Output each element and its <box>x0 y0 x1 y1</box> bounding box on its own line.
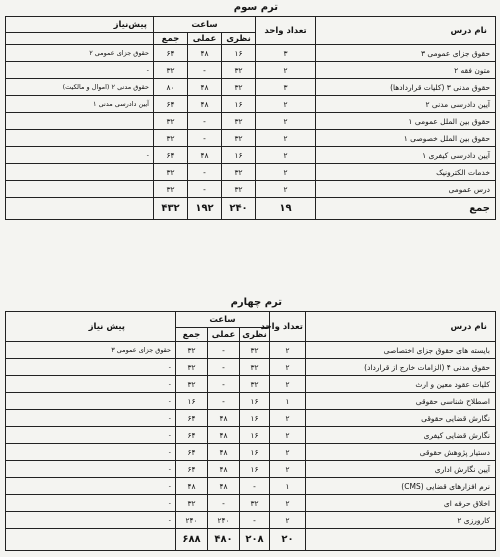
cell-units: ۲ <box>270 461 306 478</box>
cell-practical: - <box>188 62 222 79</box>
cell-name: متون فقه ۲ <box>316 62 496 79</box>
cell-prereq: حقوق مدنی ۲ (اموال و مالکیت) <box>6 79 154 96</box>
cell-theory: - <box>240 478 270 495</box>
cell-total: ۳۲ <box>154 130 188 147</box>
total-total: ۴۳۲ <box>154 198 188 220</box>
cell-units: ۲ <box>270 444 306 461</box>
cell-theory: ۳۲ <box>222 164 256 181</box>
table-row <box>6 130 496 147</box>
cell-theory: ۳۲ <box>240 342 270 359</box>
totals-row <box>6 198 496 220</box>
header-prerequisite-blank <box>6 33 154 45</box>
cell-theory: ۳۲ <box>222 62 256 79</box>
cell-practical: ۴۸ <box>188 79 222 96</box>
cell-prereq: - <box>6 359 176 376</box>
cell-total: ۸۰ <box>154 79 188 96</box>
cell-name: حقوق جزای عمومی ۳ <box>316 45 496 62</box>
cell-theory: ۱۶ <box>240 427 270 444</box>
cell-units: ۲ <box>270 410 306 427</box>
cell-practical: - <box>208 359 240 376</box>
header-course-name: نام درس <box>316 17 496 45</box>
header-course-name: نام درس <box>306 312 496 342</box>
total-name <box>306 529 496 551</box>
cell-prereq <box>6 164 154 181</box>
cell-theory: ۱۶ <box>222 96 256 113</box>
semester-3-table <box>5 16 496 220</box>
semester-4-table <box>5 311 496 551</box>
header-prerequisite: پیش نیاز <box>6 312 176 342</box>
cell-name: آیین دادرسی کیفری ۱ <box>316 147 496 164</box>
table-row <box>6 478 496 495</box>
cell-practical: ۴۸ <box>188 147 222 164</box>
table-row <box>6 342 496 359</box>
cell-theory: ۳۲ <box>240 376 270 393</box>
cell-total: ۶۴ <box>154 96 188 113</box>
cell-practical: ۴۸ <box>208 478 240 495</box>
cell-total: ۳۲ <box>176 342 208 359</box>
table-row <box>6 410 496 427</box>
table-row <box>6 427 496 444</box>
cell-theory: ۳۲ <box>240 359 270 376</box>
cell-total: ۲۴۰ <box>176 512 208 529</box>
header-prerequisite: پیش‌نیاز <box>6 17 154 33</box>
total-theory: ۲۴۰ <box>222 198 256 220</box>
cell-theory: ۱۶ <box>240 444 270 461</box>
cell-name: کلیات عقود معین و ارث <box>306 376 496 393</box>
cell-name: آیین نگارش اداری <box>306 461 496 478</box>
cell-total: ۶۴ <box>154 147 188 164</box>
cell-units: ۱ <box>270 478 306 495</box>
cell-units: ۳ <box>256 79 316 96</box>
cell-practical: ۴۸ <box>208 461 240 478</box>
cell-prereq <box>6 181 154 198</box>
total-theory: ۲۰۸ <box>240 529 270 551</box>
header-units: تعداد واحد <box>256 17 316 45</box>
cell-practical: - <box>188 113 222 130</box>
cell-theory: ۱۶ <box>222 45 256 62</box>
header-total: جمع <box>154 33 188 45</box>
total-units: ۱۹ <box>256 198 316 220</box>
cell-theory: ۳۲ <box>222 113 256 130</box>
totals-row <box>6 529 496 551</box>
cell-total: ۶۴ <box>176 427 208 444</box>
cell-practical: ۴۸ <box>208 410 240 427</box>
cell-total: ۳۲ <box>176 495 208 512</box>
cell-name: نگارش قضایی کیفری <box>306 427 496 444</box>
cell-units: ۲ <box>270 359 306 376</box>
cell-name: کارورزی ۲ <box>306 512 496 529</box>
cell-total: ۳۲ <box>154 181 188 198</box>
table-row <box>6 181 496 198</box>
cell-total: ۳۲ <box>154 62 188 79</box>
cell-name: دستیار پژوهش حقوقی <box>306 444 496 461</box>
cell-total: ۶۴ <box>176 444 208 461</box>
cell-name: نرم افزارهای قضایی (CMS) <box>306 478 496 495</box>
cell-practical: ۴۸ <box>188 45 222 62</box>
cell-practical: - <box>208 495 240 512</box>
cell-prereq: آیین دادرسی مدنی ۱ <box>6 96 154 113</box>
table-row <box>6 164 496 181</box>
cell-units: ۲ <box>256 181 316 198</box>
cell-prereq: - <box>6 512 176 529</box>
cell-name: درس عمومی <box>316 181 496 198</box>
cell-theory: ۳۲ <box>222 79 256 96</box>
table-row <box>6 495 496 512</box>
cell-units: ۲ <box>256 147 316 164</box>
cell-total: ۶۴ <box>176 461 208 478</box>
cell-units: ۲ <box>270 512 306 529</box>
cell-prereq <box>6 113 154 130</box>
cell-prereq: - <box>6 478 176 495</box>
cell-prereq: - <box>6 495 176 512</box>
total-prereq <box>6 198 154 220</box>
total-total: ۶۸۸ <box>176 529 208 551</box>
table-row <box>6 147 496 164</box>
table-row <box>6 393 496 410</box>
table-row <box>6 359 496 376</box>
header-hours: ساعت <box>154 17 256 33</box>
cell-units: ۲ <box>270 495 306 512</box>
header-practical: عملی <box>208 328 240 342</box>
cell-name: حقوق بین الملل عمومی ۱ <box>316 113 496 130</box>
cell-total: ۶۴ <box>176 410 208 427</box>
cell-name: حقوق بین الملل خصوصی ۱ <box>316 130 496 147</box>
cell-theory: ۳۲ <box>222 130 256 147</box>
table-row <box>6 79 496 96</box>
cell-total: ۴۸ <box>176 478 208 495</box>
cell-total: ۳۲ <box>154 164 188 181</box>
cell-name: حقوق مدنی ۴ (الزامات خارج از قرارداد) <box>306 359 496 376</box>
header-practical: عملی <box>188 33 222 45</box>
table-row <box>6 96 496 113</box>
cell-theory: - <box>240 512 270 529</box>
cell-total: ۳۲ <box>176 359 208 376</box>
header-theory: نظری <box>222 33 256 45</box>
table-row <box>6 444 496 461</box>
cell-units: ۲ <box>270 342 306 359</box>
cell-units: ۲ <box>270 427 306 444</box>
cell-prereq: - <box>6 410 176 427</box>
cell-units: ۲ <box>256 164 316 181</box>
cell-units: ۱ <box>270 393 306 410</box>
cell-name: حقوق مدنی ۳ (کلیات قراردادها) <box>316 79 496 96</box>
cell-total: ۶۴ <box>154 45 188 62</box>
cell-total: ۳۲ <box>154 113 188 130</box>
cell-practical: - <box>208 393 240 410</box>
cell-units: ۲ <box>256 113 316 130</box>
semester-3-title: ترم سوم <box>233 2 278 13</box>
table-row <box>6 62 496 79</box>
cell-units: ۲ <box>270 376 306 393</box>
table-row <box>6 512 496 529</box>
cell-theory: ۳۲ <box>240 495 270 512</box>
cell-practical: - <box>208 342 240 359</box>
cell-theory: ۳۲ <box>222 181 256 198</box>
header-hours: ساعت <box>176 312 270 328</box>
cell-total: ۱۶ <box>176 393 208 410</box>
table-row <box>6 45 496 62</box>
cell-theory: ۱۶ <box>222 147 256 164</box>
cell-units: ۳ <box>256 45 316 62</box>
table-row <box>6 461 496 478</box>
cell-prereq: - <box>6 376 176 393</box>
cell-prereq: - <box>6 62 154 79</box>
cell-prereq: حقوق جزای عمومی ۲ <box>6 45 154 62</box>
total-practical: ۱۹۲ <box>188 198 222 220</box>
cell-units: ۲ <box>256 62 316 79</box>
total-name: جمع <box>316 198 496 220</box>
cell-practical: - <box>188 130 222 147</box>
header-total: جمع <box>176 328 208 342</box>
cell-total: ۳۲ <box>176 376 208 393</box>
cell-prereq: - <box>6 427 176 444</box>
cell-name: بایسته های حقوق جزای اختصاصی <box>306 342 496 359</box>
cell-name: خدمات الکترونیک <box>316 164 496 181</box>
cell-units: ۲ <box>256 130 316 147</box>
table-row <box>6 376 496 393</box>
cell-name: نگارش قضایی حقوقی <box>306 410 496 427</box>
cell-prereq: - <box>6 444 176 461</box>
cell-name: آیین دادرسی مدنی ۲ <box>316 96 496 113</box>
cell-practical: ۲۴۰ <box>208 512 240 529</box>
cell-prereq: - <box>6 393 176 410</box>
cell-theory: ۱۶ <box>240 410 270 427</box>
cell-theory: ۱۶ <box>240 393 270 410</box>
cell-prereq: - <box>6 147 154 164</box>
cell-prereq <box>6 130 154 147</box>
cell-practical: ۴۸ <box>208 444 240 461</box>
cell-practical: - <box>188 181 222 198</box>
cell-units: ۲ <box>256 96 316 113</box>
table-row <box>6 113 496 130</box>
total-practical: ۴۸۰ <box>208 529 240 551</box>
header-units: تعداد واحد <box>270 312 306 342</box>
cell-prereq: - <box>6 461 176 478</box>
cell-theory: ۱۶ <box>240 461 270 478</box>
cell-name: اصطلاح شناسی حقوقی <box>306 393 496 410</box>
total-prereq <box>6 529 176 551</box>
cell-name: اخلاق حرفه ای <box>306 495 496 512</box>
cell-prereq: حقوق جزای عمومی ۳ <box>6 342 176 359</box>
header-theory: نظری <box>240 328 270 342</box>
cell-practical: ۴۸ <box>208 427 240 444</box>
cell-practical: ۴۸ <box>188 96 222 113</box>
cell-practical: - <box>188 164 222 181</box>
cell-practical: - <box>208 376 240 393</box>
semester-4-title: ترم چهارم <box>230 297 282 308</box>
total-units: ۲۰ <box>270 529 306 551</box>
